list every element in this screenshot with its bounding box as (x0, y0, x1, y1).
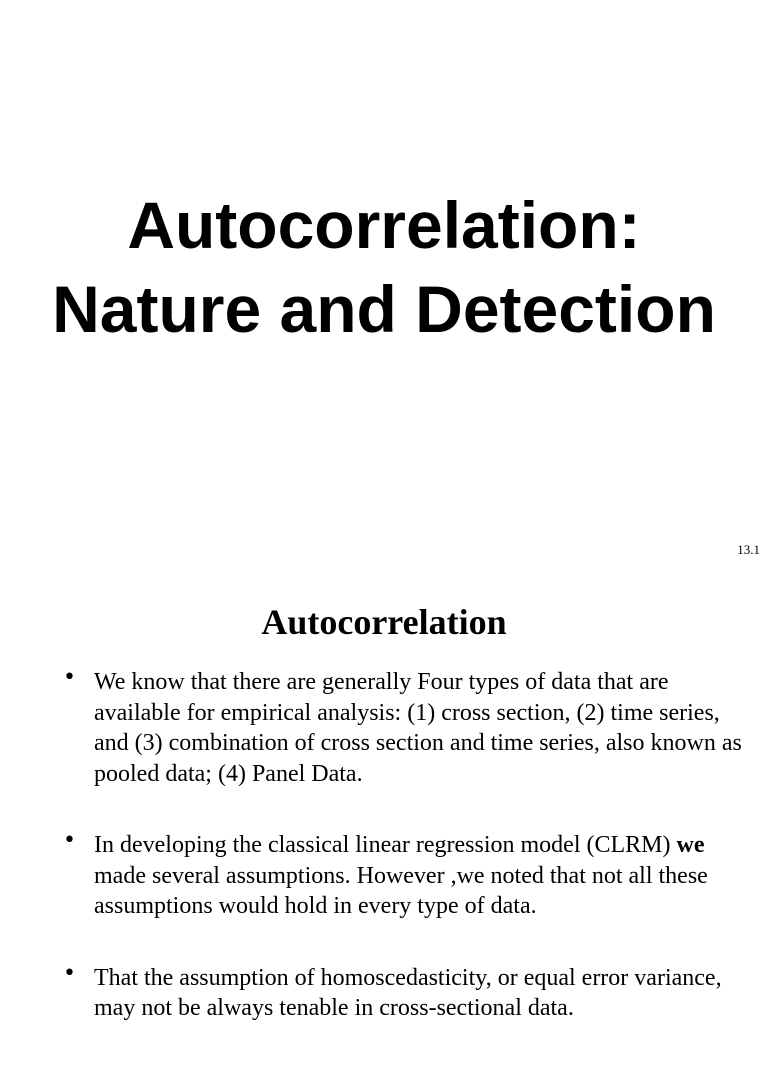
bullet-list (62, 667, 752, 1065)
bullet-icon: • (63, 665, 76, 690)
bullet-icon: • (63, 828, 76, 853)
bullet-text: made several assumptions. However ,we noted that not all these assumptions would hold in every type of data. (94, 862, 708, 919)
bullet-item (62, 830, 752, 922)
slide-heading: Autocorrelation (261, 602, 507, 642)
content-slide (0, 576, 768, 1024)
bullet-bold-word: we (676, 832, 705, 858)
slide-number: 13.1 (737, 542, 760, 557)
bullet-text-prefix: In developing the classical linear regression model (CLRM) (94, 832, 677, 858)
bullet-item (62, 667, 752, 789)
bullet-text: That the assumption of homoscedasticity, or equal error variance, may not be always tenable in cross-sectional data. (94, 964, 722, 1021)
bullet-icon: • (63, 960, 76, 986)
slide-title (0, 183, 768, 351)
title-line-2: Nature and Detection (52, 272, 716, 346)
bullet-item (62, 960, 752, 1024)
title-line-1: Autocorrelation: (127, 188, 641, 262)
bullet-text: We know that there are generally Four types of data that are available for empirical analysis: (1) cross section, (2) time series, and (3) combination of cross section and time series, also known as pooled data; (4) Panel Data. (94, 669, 742, 787)
